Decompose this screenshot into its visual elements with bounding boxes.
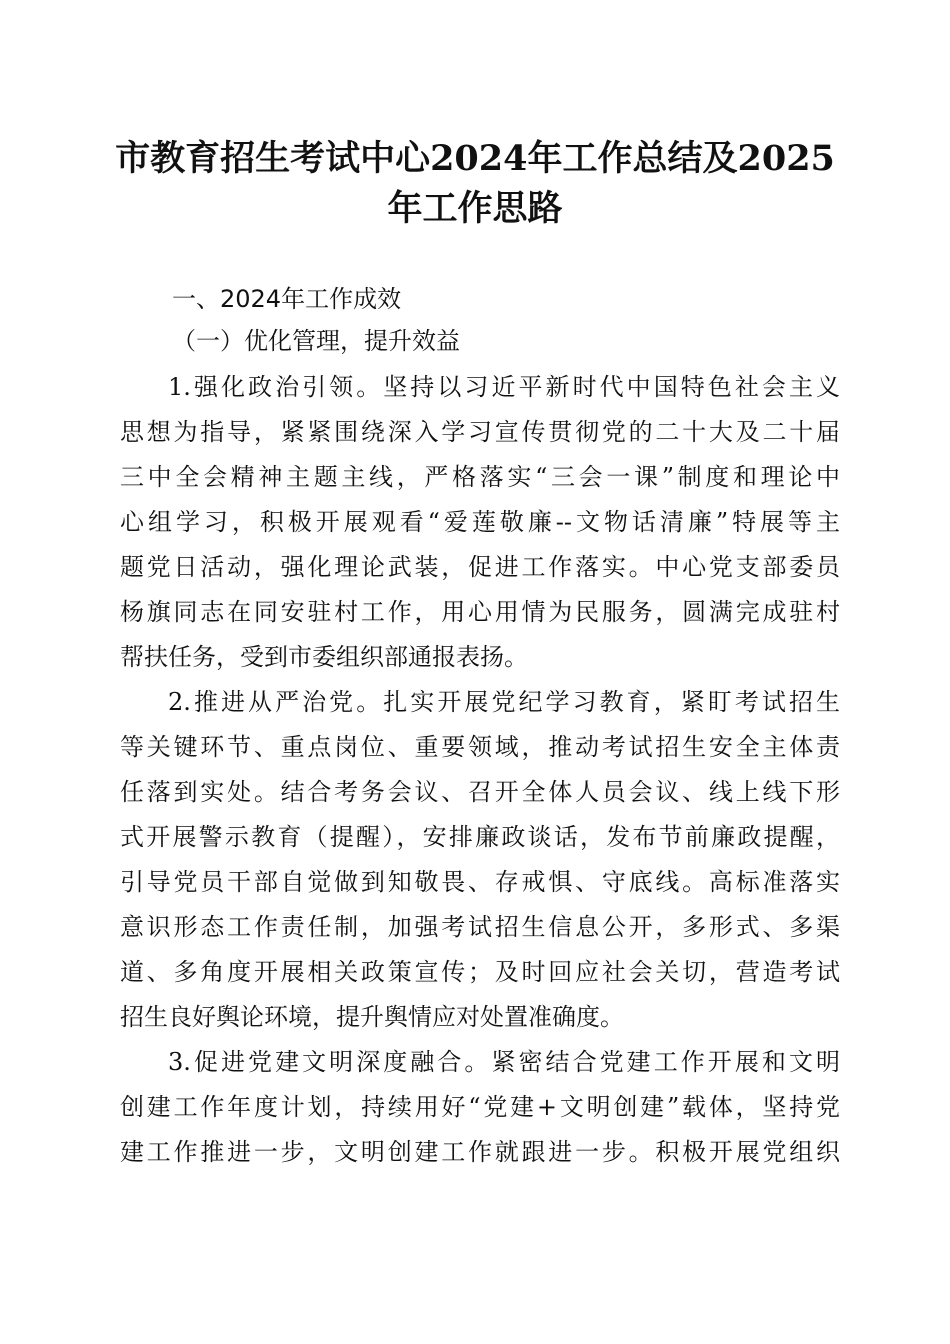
title-line-2: 年工作思路 <box>387 188 563 229</box>
paragraph-line: 杨旗同志在同安驻村工作，用心用情为民服务，圆满完成驻村 <box>120 598 840 626</box>
paragraph-line: 3.促进党建文明深度融合。紧密结合党建工作开展和文明 <box>168 1048 840 1076</box>
document-title <box>100 134 850 234</box>
paragraph-line: 道、多角度开展相关政策宣传；及时回应社会关切，营造考试 <box>120 958 840 986</box>
paragraph-line: 任落到实处。结合考务会议、召开全体人员会议、线上线下形 <box>120 778 840 806</box>
paragraph-line: 思想为指导，紧紧围绕深入学习宣传贯彻党的二十大及二十届 <box>120 418 840 446</box>
subsection-heading: （一）优化管理，提升效益 <box>172 327 460 355</box>
paragraph-line: 意识形态工作责任制，加强考试招生信息公开，多形式、多渠 <box>120 913 840 941</box>
section-heading: 一、2024年工作成效 <box>172 285 402 313</box>
paragraph-line: 2.推进从严治党。扎实开展党纪学习教育，紧盯考试招生 <box>168 688 840 716</box>
paragraph-line: 建工作推进一步，文明创建工作就跟进一步。积极开展党组织 <box>120 1138 840 1166</box>
paragraph-line: 式开展警示教育（提醒），安排廉政谈话，发布节前廉政提醒， <box>120 823 840 851</box>
paragraph-2 <box>120 680 840 1040</box>
paragraph-line: 等关键环节、重点岗位、重要领域，推动考试招生安全主体责 <box>120 733 840 761</box>
paragraph-3 <box>120 1040 840 1175</box>
paragraph-line: 引导党员干部自觉做到知敬畏、存戒惧、守底线。高标准落实 <box>120 868 840 896</box>
title-line-1: 市教育招生考试中心2024年工作总结及2025 <box>115 138 835 179</box>
paragraph-line: 1.强化政治引领。坚持以习近平新时代中国特色社会主义 <box>168 373 840 401</box>
paragraph-line: 帮扶任务，受到市委组织部通报表扬。 <box>120 643 528 671</box>
paragraph-line: 三中全会精神主题主线，严格落实“三会一课”制度和理论中 <box>120 463 840 491</box>
paragraph-line: 创建工作年度计划，持续用好“党建+文明创建”载体，坚持党 <box>120 1093 840 1121</box>
paragraph-line: 心组学习，积极开展观看“爱莲敬廉--文物话清廉”特展等主 <box>120 508 840 536</box>
paragraph-line: 招生良好舆论环境，提升舆情应对处置准确度。 <box>120 1003 624 1031</box>
paragraph-1 <box>120 365 840 680</box>
paragraph-line: 题党日活动，强化理论武装，促进工作落实。中心党支部委员 <box>120 553 840 581</box>
